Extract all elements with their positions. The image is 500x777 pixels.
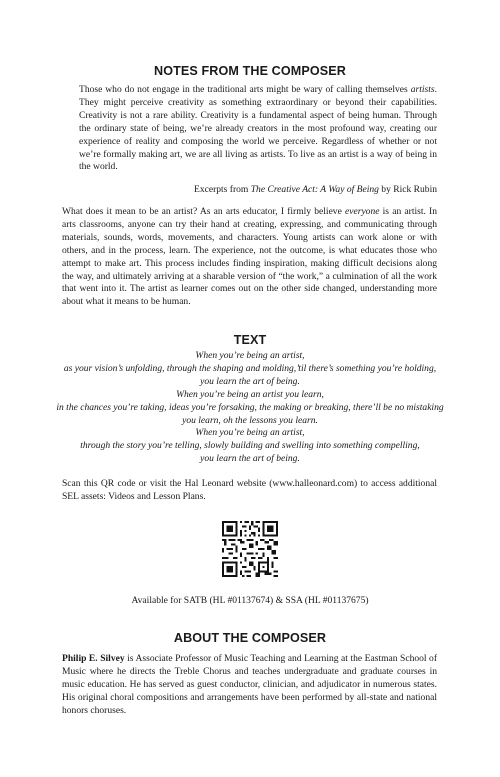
excerpt-attribution xyxy=(62,184,437,197)
notes-p1-text-a: Those who do not engage in the traditional arts might be wary of calling themselves xyxy=(79,84,408,95)
notes-p1-emphasis: artists xyxy=(410,84,435,95)
lyric-line: you learn the art of being. xyxy=(200,375,300,387)
composer-name: Philip E. Silvey xyxy=(62,653,125,664)
lyric-line: as your vision’s unfolding, through the shaping and molding,’til there’s something you’re holding, xyxy=(63,362,437,374)
availability-note: Available for SATB (HL #01137674) & SSA (HL #01137675) xyxy=(131,595,369,606)
qr-code-icon[interactable] xyxy=(222,521,278,577)
notes-paragraph-1 xyxy=(79,84,437,174)
lyric-line: through the story you’re telling, slowly building and swelling into something compelling, xyxy=(80,440,420,452)
lyric-line: you learn, oh the lessons you learn. xyxy=(182,414,318,426)
lyric-line: in the chances you’re taking, ideas you’re forsaking, the making or breaking, there’ll be no mistaking xyxy=(56,401,444,413)
notes-p1-text-b: . They might perceive creativity as something extraordinary or beyond their capabilities. Creativity is not a rare ability. Creativity is a fundamental aspect of being human. Through the ordinary state of being, we’re already creators in the most profound way, creating our experience of reality and composing the world we perceive. Regardless of whether or not we’re formally making art, we are all living as artists. To live as an artist is a way of being in the world. xyxy=(79,84,437,173)
lyric-line: When you’re being an artist you learn, xyxy=(176,388,324,400)
lyric-line: When you’re being an artist, xyxy=(195,350,305,361)
lyrics xyxy=(14,350,486,466)
composer-bio: is Associate Professor of Music Teaching and Learning at the Eastman School of Music where he directs the Treble Chorus and teaches undergraduate and graduate courses in music education. He has served as guest conductor, clinician, and adjudicator in numerous states. His original choral compositions and arrangements have been performed by all-state and national honors choruses. xyxy=(62,653,438,716)
notes-p2-emphasis: everyone xyxy=(345,206,380,217)
excerpt-author: by Rick Rubin xyxy=(381,184,437,195)
about-heading: ABOUT THE COMPOSER xyxy=(173,631,327,645)
lyric-line: When you’re being an artist, xyxy=(195,427,305,439)
excerpt-prefix: Excerpts from xyxy=(194,184,249,195)
text-heading: TEXT xyxy=(233,333,267,347)
notes-heading: NOTES FROM THE COMPOSER xyxy=(154,64,346,78)
lyric-line: you learn the art of being. xyxy=(200,453,300,465)
excerpt-book-title: The Creative Act: A Way of Being xyxy=(250,184,379,195)
notes-paragraph-2 xyxy=(62,206,437,309)
about-paragraph xyxy=(62,653,437,718)
scan-instructions: Scan this QR code or visit the Hal Leonard website (www.halleonard.com) to access additional SEL assets: Videos and Lesson Plans. xyxy=(62,478,437,502)
notes-p2-text-b: is an artist. In arts classrooms, anyone can try their hand at creating, expressing, and communicating through materials, sounds, words, movements, and characters. Young artists can work alone or with others, and in the process, learn. The experience, not the outcome, is what educates those who attempt to make art. This process includes finding inspiration, making difficult decisions along the way, and ultimately arriving at a sharable version of “the work,” a culmination of all the work that went into it. The artist as learner comes out on the other side changed, understanding more about what it means to be human. xyxy=(62,206,438,308)
notes-p2-text-a: What does it mean to be an artist? As an arts educator, I firmly believe xyxy=(62,206,342,217)
